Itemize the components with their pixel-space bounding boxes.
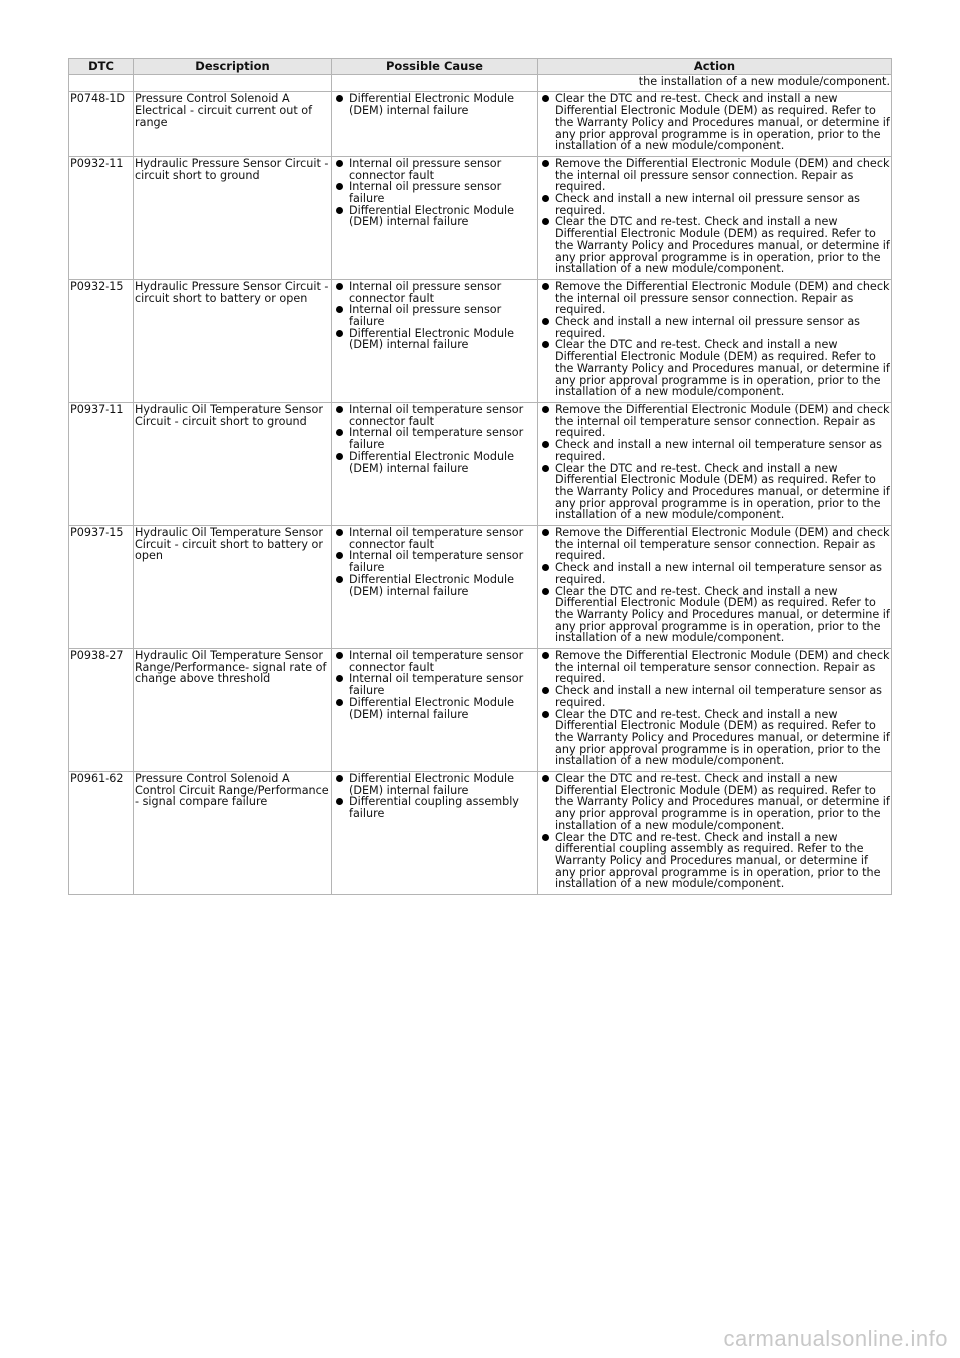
- bullet-icon: [542, 775, 549, 782]
- dtc-description: Hydraulic Oil Temperature Sensor Circuit - circuit short to ground: [134, 402, 332, 525]
- action-item-text: Check and install a new internal oil temperature sensor as required.: [555, 561, 882, 586]
- bullet-icon: [542, 564, 549, 571]
- bullet-icon: [336, 675, 343, 682]
- cause-item: [333, 773, 536, 796]
- action-cell: [538, 772, 892, 895]
- action-cell-list: [539, 93, 890, 152]
- action-item-text: Remove the Differential Electronic Module (DEM) and check the internal oil pressure sensor connection. Repair as required.: [555, 156, 890, 194]
- dtc-table: [68, 58, 892, 895]
- header-action: Action: [538, 59, 892, 75]
- action-item: [539, 281, 890, 316]
- bullet-icon: [336, 160, 343, 167]
- header-dtc: DTC: [69, 59, 134, 75]
- action-item-text: Remove the Differential Electronic Module (DEM) and check the internal oil temperature sensor connection. Repair as required.: [555, 402, 890, 440]
- action-item-text: Clear the DTC and re-test. Check and install a new Differential Electronic Module (DEM) as required. Refer to the Warranty Policy and Procedures manual, or determine if any prior approval programme is in operation, prior to the installation of a new module/component.: [555, 92, 890, 153]
- cause-item: [333, 281, 536, 304]
- action-item-text: Check and install a new internal oil pressure sensor as required.: [555, 192, 861, 217]
- bullet-icon: [336, 552, 343, 559]
- action-cell: [538, 279, 892, 402]
- table-row: [69, 649, 892, 772]
- bullet-icon: [336, 453, 343, 460]
- cause-item-text: Internal oil temperature sensor failure: [349, 672, 524, 698]
- cause-item-text: Differential coupling assembly failure: [349, 795, 519, 821]
- cause-item-text: Differential Electronic Module (DEM) internal failure: [349, 326, 515, 352]
- bullet-icon: [542, 529, 549, 536]
- cause-item-text: Internal oil pressure sensor failure: [349, 180, 502, 206]
- action-item: [539, 158, 890, 193]
- action-item-text: Clear the DTC and re-test. Check and install a new Differential Electronic Module (DEM) as required. Refer to the Warranty Policy and Procedures manual, or determine if any prior approval programme is in operation, prior to the installation of a new module/component.: [555, 338, 890, 399]
- cause-item-text: Differential Electronic Module (DEM) internal failure: [349, 203, 515, 229]
- bullet-icon: [336, 330, 343, 337]
- cause-item: [333, 181, 536, 204]
- action-cell: [538, 649, 892, 772]
- cause-item-text: Differential Electronic Module (DEM) internal failure: [349, 449, 515, 475]
- cause-item: [333, 796, 536, 819]
- header-possible-cause: Possible Cause: [332, 59, 538, 75]
- bullet-icon: [336, 529, 343, 536]
- bullet-icon: [542, 341, 549, 348]
- action-item-text: Clear the DTC and re-test. Check and install a new Differential Electronic Module (DEM) as required. Refer to the Warranty Policy and Procedures manual, or determine if any prior approval programme is in operation, prior to the installation of a new module/component.: [555, 215, 890, 276]
- action-item: [539, 216, 890, 275]
- action-item: [539, 709, 890, 768]
- action-cell-list: [539, 650, 890, 767]
- cause-item: [333, 205, 536, 228]
- possible-cause-cell-list: [333, 527, 536, 597]
- bullet-icon: [336, 652, 343, 659]
- table-row: [69, 92, 892, 157]
- possible-cause-cell-list: [333, 404, 536, 474]
- action-item-text: Remove the Differential Electronic Module (DEM) and check the internal oil temperature sensor connection. Repair as required.: [555, 649, 890, 686]
- bullet-icon: [336, 699, 343, 706]
- action-item: [539, 832, 890, 891]
- cause-item-text: Internal oil temperature sensor connector fault: [349, 649, 524, 674]
- possible-cause-cell: [332, 92, 538, 157]
- action-item-text: Check and install a new internal oil temperature sensor as required.: [555, 684, 882, 709]
- bullet-icon: [336, 207, 343, 214]
- table-row: [69, 279, 892, 402]
- action-cell: [538, 402, 892, 525]
- action-item: [539, 193, 890, 216]
- possible-cause-cell-list: [333, 650, 536, 720]
- action-item: [539, 527, 890, 562]
- cause-item: [333, 451, 536, 474]
- bullet-icon: [336, 429, 343, 436]
- bullet-icon: [542, 160, 549, 167]
- cause-item: [333, 574, 536, 597]
- bullet-icon: [336, 183, 343, 190]
- action-cell: [538, 526, 892, 649]
- cause-item: [333, 650, 536, 673]
- table-row: [69, 526, 892, 649]
- bullet-icon: [542, 687, 549, 694]
- bullet-icon: [336, 798, 343, 805]
- watermark: carmanualsonline.info: [723, 1326, 948, 1351]
- bullet-icon: [336, 283, 343, 290]
- dtc-code: P0937-15: [69, 526, 134, 649]
- table-row: [69, 772, 892, 895]
- cause-item-text: Differential Electronic Module (DEM) internal failure: [349, 695, 515, 721]
- bullet-icon: [542, 441, 549, 448]
- cause-item: [333, 328, 536, 351]
- possible-cause-cell-list: [333, 158, 536, 228]
- cause-item: [333, 404, 536, 427]
- bullet-icon: [542, 195, 549, 202]
- possible-cause-cell: [332, 279, 538, 402]
- action-cell-list: [539, 773, 890, 890]
- bullet-icon: [542, 95, 549, 102]
- action-cell: [538, 156, 892, 279]
- action-cell-list: [539, 404, 890, 521]
- bullet-icon: [336, 306, 343, 313]
- cause-item-text: Internal oil pressure sensor connector fault: [349, 279, 502, 305]
- cause-item-text: Differential Electronic Module (DEM) internal failure: [349, 92, 515, 118]
- action-item: [539, 93, 890, 152]
- action-item: [539, 685, 890, 708]
- action-item-text: Clear the DTC and re-test. Check and install a new Differential Electronic Module (DEM) as required. Refer to the Warranty Policy and Procedures manual, or determine if any prior approval programme is in operation, prior to the installation of a new module/component.: [555, 461, 890, 522]
- bullet-icon: [542, 711, 549, 718]
- bullet-icon: [336, 95, 343, 102]
- bullet-icon: [542, 465, 549, 472]
- action-item: [539, 316, 890, 339]
- dtc-code: P0938-27: [69, 649, 134, 772]
- action-item: [539, 404, 890, 439]
- dtc-description: Hydraulic Pressure Sensor Circuit - circuit short to ground: [134, 156, 332, 279]
- action-item-text: Clear the DTC and re-test. Check and install a new Differential Electronic Module (DEM) as required. Refer to the Warranty Policy and Procedures manual, or determine if any prior approval programme is in operation, prior to the installation of a new module/component.: [555, 772, 890, 832]
- action-item: [539, 586, 890, 645]
- dtc-code: P0961-62: [69, 772, 134, 895]
- possible-cause-cell: [332, 156, 538, 279]
- cause-item: [333, 527, 536, 550]
- action-item: [539, 339, 890, 398]
- action-item-text: Clear the DTC and re-test. Check and install a new Differential Electronic Module (DEM) as required. Refer to the Warranty Policy and Procedures manual, or determine if any prior approval programme is in operation, prior to the installation of a new module/component.: [555, 584, 890, 645]
- cause-item-text: Internal oil temperature sensor connector fault: [349, 526, 524, 551]
- dtc-code: P0937-11: [69, 402, 134, 525]
- possible-cause-cell: [332, 772, 538, 895]
- dtc-description: Pressure Control Solenoid A Electrical - circuit current out of range: [134, 92, 332, 157]
- action-item: [539, 463, 890, 522]
- cause-item: [333, 427, 536, 450]
- table-row: [69, 402, 892, 525]
- bullet-icon: [542, 218, 549, 225]
- action-item: [539, 439, 890, 462]
- action-item-text: Check and install a new internal oil temperature sensor as required.: [555, 438, 882, 463]
- cause-item: [333, 550, 536, 573]
- cause-item: [333, 304, 536, 327]
- cause-item: [333, 697, 536, 720]
- dtc-description: Hydraulic Oil Temperature Sensor Range/Performance- signal rate of change above threshold: [134, 649, 332, 772]
- cause-item-text: Differential Electronic Module (DEM) internal failure: [349, 572, 515, 598]
- action-item: [539, 562, 890, 585]
- action-item-text: Check and install a new internal oil pressure sensor as required.: [555, 315, 861, 340]
- dtc-code: P0932-15: [69, 279, 134, 402]
- action-cell: [538, 92, 892, 157]
- action-cell-list: [539, 158, 890, 275]
- cause-item: [333, 93, 536, 116]
- bullet-icon: [542, 834, 549, 841]
- continuation-text: the installation of a new module/component.: [538, 74, 892, 92]
- cause-item: [333, 673, 536, 696]
- dtc-description: Hydraulic Oil Temperature Sensor Circuit - circuit short to battery or open: [134, 526, 332, 649]
- dtc-code: P0748-1D: [69, 92, 134, 157]
- action-item: [539, 773, 890, 832]
- cause-item-text: Internal oil temperature sensor failure: [349, 426, 524, 452]
- bullet-icon: [336, 775, 343, 782]
- cause-item-text: Internal oil pressure sensor connector fault: [349, 156, 502, 182]
- possible-cause-cell-list: [333, 281, 536, 351]
- cause-item-text: Differential Electronic Module (DEM) internal failure: [349, 772, 515, 797]
- table-header-row: [69, 59, 892, 75]
- bullet-icon: [336, 406, 343, 413]
- action-item-text: Remove the Differential Electronic Module (DEM) and check the internal oil pressure sensor connection. Repair as required.: [555, 279, 890, 317]
- possible-cause-cell: [332, 402, 538, 525]
- action-cell-list: [539, 527, 890, 644]
- cause-item-text: Internal oil temperature sensor connector fault: [349, 402, 524, 428]
- action-item-text: Remove the Differential Electronic Module (DEM) and check the internal oil temperature sensor connection. Repair as required.: [555, 526, 890, 563]
- dtc-description: Pressure Control Solenoid A Control Circuit Range/Performance - signal compare failure: [134, 772, 332, 895]
- header-description: Description: [134, 59, 332, 75]
- cause-item-text: Internal oil temperature sensor failure: [349, 549, 524, 575]
- bullet-icon: [542, 406, 549, 413]
- action-item-text: Clear the DTC and re-test. Check and install a new differential coupling assembly as required. Refer to the Warranty Policy and Procedures manual, or determine if any prior approval programme is in operation, prior to the installation of a new module/component.: [555, 830, 881, 891]
- cause-item: [333, 158, 536, 181]
- possible-cause-cell: [332, 526, 538, 649]
- bullet-icon: [542, 318, 549, 325]
- table-row: [69, 156, 892, 279]
- cause-item-text: Internal oil pressure sensor failure: [349, 303, 502, 329]
- action-cell-list: [539, 281, 890, 398]
- possible-cause-cell-list: [333, 773, 536, 820]
- possible-cause-cell-list: [333, 93, 536, 116]
- action-item: [539, 650, 890, 685]
- bullet-icon: [542, 283, 549, 290]
- continuation-row: [69, 74, 892, 92]
- possible-cause-cell: [332, 649, 538, 772]
- dtc-code: P0932-11: [69, 156, 134, 279]
- bullet-icon: [336, 576, 343, 583]
- dtc-description: Hydraulic Pressure Sensor Circuit - circuit short to battery or open: [134, 279, 332, 402]
- action-item-text: Clear the DTC and re-test. Check and install a new Differential Electronic Module (DEM) as required. Refer to the Warranty Policy and Procedures manual, or determine if any prior approval programme is in operation, prior to the installation of a new module/component.: [555, 707, 890, 768]
- bullet-icon: [542, 588, 549, 595]
- bullet-icon: [542, 652, 549, 659]
